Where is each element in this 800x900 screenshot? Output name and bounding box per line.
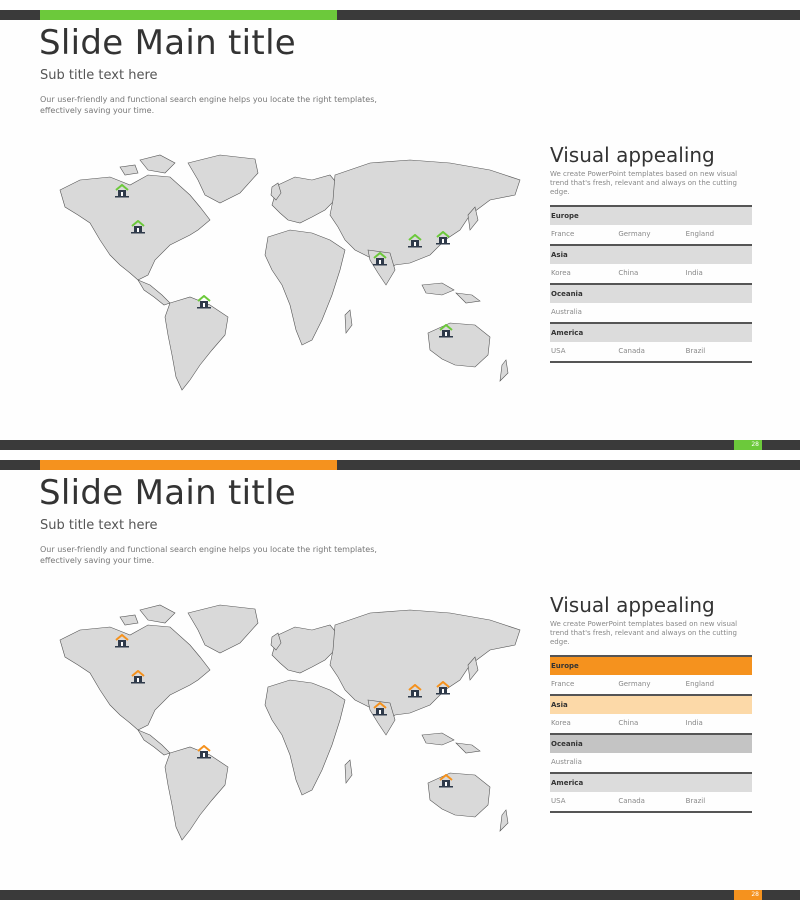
region-header-america: America <box>550 322 752 342</box>
country-row <box>550 675 752 694</box>
region-table <box>550 655 752 813</box>
country-label: India <box>685 719 703 727</box>
top-accent-bar <box>40 10 337 20</box>
region-header-asia: Asia <box>550 244 752 264</box>
house-location-icon <box>438 324 454 338</box>
bottom-bar <box>0 890 800 900</box>
country-label: India <box>685 269 703 277</box>
country-label: France <box>551 230 575 238</box>
country-label: Australia <box>551 758 582 766</box>
country-label: China <box>618 719 639 727</box>
slide-body-text: Our user-friendly and functional search engine helps you locate the right templates, effectively saving your time. <box>40 545 377 565</box>
country-row <box>550 303 752 322</box>
panel-description: We create PowerPoint templates based on new visual trend that's fresh, relevant and always on the cutting edge. <box>550 620 738 646</box>
country-row <box>550 714 752 733</box>
region-header-asia: Asia <box>550 694 752 714</box>
slide-title: Slide Main title <box>39 23 297 63</box>
house-location-icon <box>130 220 146 234</box>
country-label: USA <box>551 347 566 355</box>
country-label: England <box>685 230 715 238</box>
house-location-icon <box>196 295 212 309</box>
country-row <box>550 225 752 244</box>
region-panel <box>550 143 752 363</box>
country-label: Canada <box>618 797 645 805</box>
region-header-america: America <box>550 772 752 792</box>
world-map <box>50 145 530 393</box>
region-table <box>550 205 752 363</box>
country-label: Brazil <box>685 347 706 355</box>
house-location-icon <box>114 634 130 648</box>
slide-title: Slide Main title <box>39 473 297 513</box>
house-location-icon <box>435 681 451 695</box>
house-location-icon <box>196 745 212 759</box>
house-location-icon <box>114 184 130 198</box>
house-location-icon <box>130 670 146 684</box>
country-label: Canada <box>618 347 645 355</box>
slide-body-text: Our user-friendly and functional search engine helps you locate the right templates, effectively saving your time. <box>40 95 377 115</box>
country-row <box>550 342 752 361</box>
region-header-oceania: Oceania <box>550 283 752 303</box>
country-label: Germany <box>618 230 651 238</box>
page-number: 28 <box>734 890 762 900</box>
country-label: USA <box>551 797 566 805</box>
house-location-icon <box>407 234 423 248</box>
region-header-europe: Europe <box>550 205 752 225</box>
slide-subtitle: Sub title text here <box>40 68 158 83</box>
country-label: Brazil <box>685 797 706 805</box>
region-header-europe: Europe <box>550 655 752 675</box>
country-label: France <box>551 680 575 688</box>
slide-1 <box>0 10 800 450</box>
page-number: 28 <box>734 440 762 450</box>
house-location-icon <box>372 702 388 716</box>
top-bar <box>0 10 800 20</box>
country-row <box>550 264 752 283</box>
country-label: Korea <box>551 719 571 727</box>
country-label: China <box>618 269 639 277</box>
house-location-icon <box>407 684 423 698</box>
region-header-oceania: Oceania <box>550 733 752 753</box>
slide-subtitle: Sub title text here <box>40 518 158 533</box>
house-location-icon <box>372 252 388 266</box>
world-map <box>50 595 530 843</box>
bottom-bar <box>0 440 800 450</box>
panel-title: Visual appealing <box>550 593 715 617</box>
country-label: Germany <box>618 680 651 688</box>
panel-title: Visual appealing <box>550 143 715 167</box>
country-label: Korea <box>551 269 571 277</box>
country-label: Australia <box>551 308 582 316</box>
top-accent-bar <box>40 460 337 470</box>
house-location-icon <box>438 774 454 788</box>
house-location-icon <box>435 231 451 245</box>
country-row <box>550 753 752 772</box>
country-label: England <box>685 680 715 688</box>
region-panel <box>550 593 752 813</box>
slide-2 <box>0 460 800 900</box>
panel-description: We create PowerPoint templates based on new visual trend that's fresh, relevant and always on the cutting edge. <box>550 170 738 196</box>
country-row <box>550 792 752 811</box>
top-bar <box>0 460 800 470</box>
